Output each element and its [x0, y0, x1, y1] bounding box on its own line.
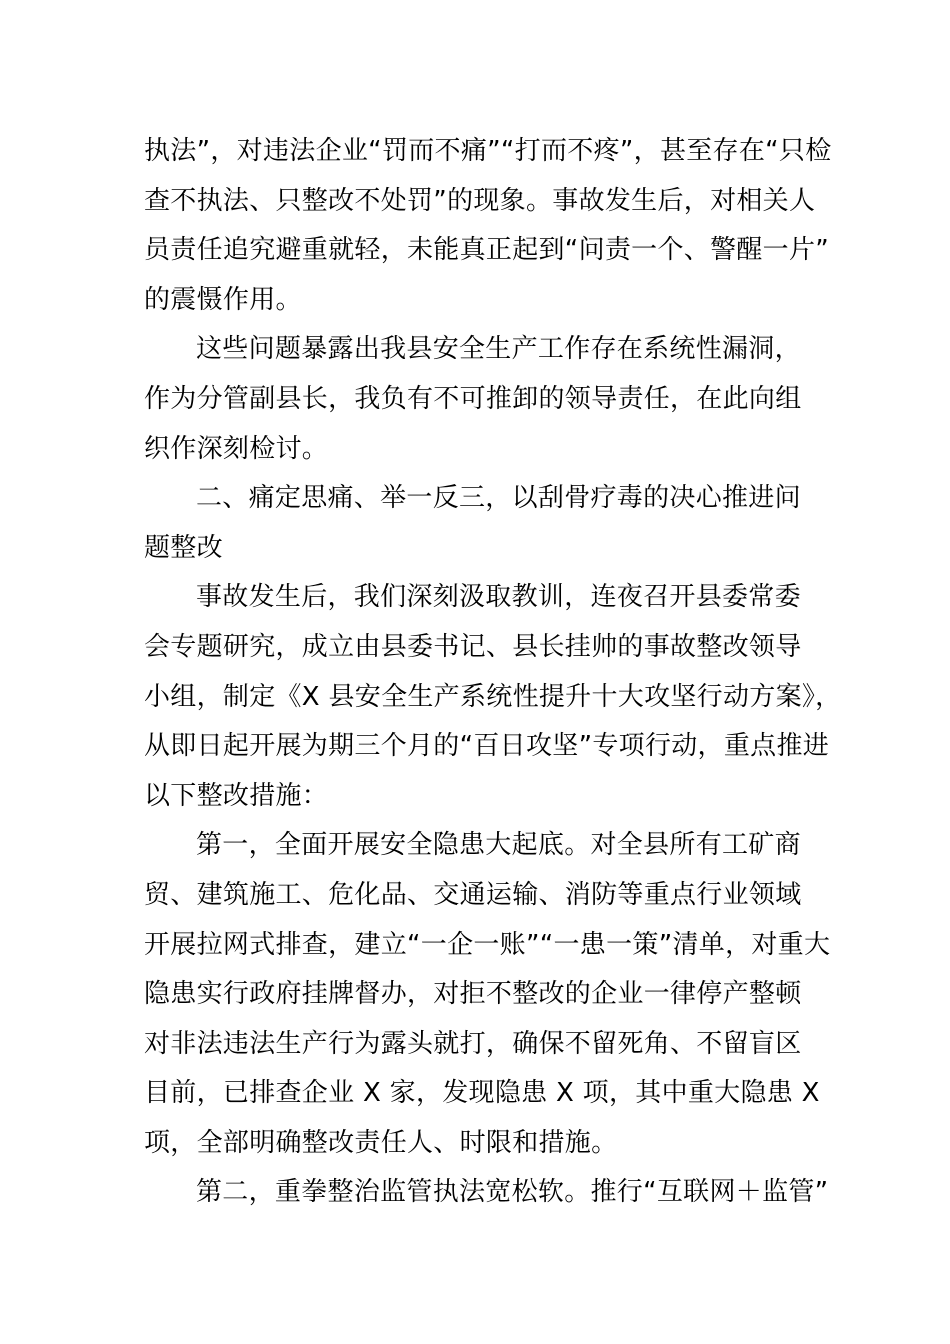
text-line: 目前，已排查企业 X 家，发现隐患 X 项，其中重大隐患 X — [144, 1078, 820, 1109]
text-line: 隐患实行政府挂牌督办，对拒不整改的企业一律停产整顿 — [144, 979, 802, 1010]
text-line: 开展拉网式排查，建立“一企一账”“一患一策”清单，对重大 — [144, 929, 831, 960]
text-line: 织作深刻检讨。 — [144, 433, 329, 464]
text-line: 小组，制定《X 县安全生产系统性提升十大攻坚行动方案》， — [144, 681, 842, 712]
text-line: 以下整改措施： — [144, 780, 329, 811]
text-line: 第一，全面开展安全隐患大起底。对全县所有工矿商 — [196, 830, 801, 861]
text-line: 作为分管副县长，我负有不可推卸的领导责任，在此向组 — [144, 383, 802, 414]
text-line: 的震慑作用。 — [144, 284, 302, 315]
text-line: 这些问题暴露出我县安全生产工作存在系统性漏洞， — [196, 334, 801, 365]
document-body — [144, 127, 842, 1218]
text-line: 二、痛定思痛、举一反三，以刮骨疗毒的决心推进问 — [196, 483, 801, 514]
text-line: 执法”，对违法企业“罚而不痛”“打而不疼”，甚至存在“只检 — [144, 136, 832, 166]
text-line: 事故发生后，我们深刻汲取教训，连夜召开县委常委 — [196, 582, 801, 613]
text-line: 员责任追究避重就轻，未能真正起到“问责一个、警醒一片” — [144, 235, 830, 266]
text-line: 查不执法、只整改不处罚”的现象。事故发生后，对相关人 — [144, 185, 816, 216]
text-line: 对非法违法生产行为露头就打，确保不留死角、不留盲区 — [144, 1028, 802, 1059]
text-line: 会专题研究，成立由县委书记、县长挂帅的事故整改领导 — [144, 631, 802, 662]
text-line: 题整改 — [144, 532, 223, 563]
text-line: 贸、建筑施工、危化品、交通运输、消防等重点行业领域 — [144, 879, 802, 910]
text-line: 第二，重拳整治监管执法宽松软。推行“互联网＋监管” — [196, 1177, 829, 1208]
text-line: 从即日起开展为期三个月的“百日攻坚”专项行动，重点推进 — [144, 731, 830, 762]
text-line: 项，全部明确整改责任人、时限和措施。 — [144, 1127, 618, 1158]
